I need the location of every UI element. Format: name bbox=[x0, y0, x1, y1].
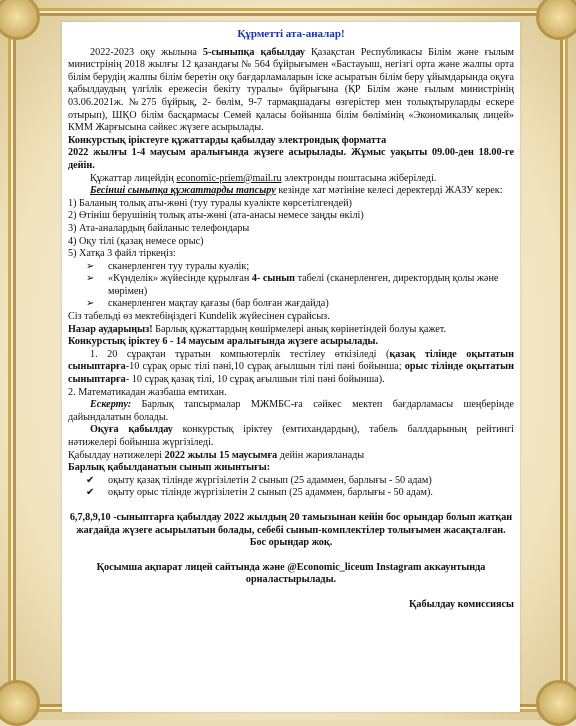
intro-text-rest: Қазақстан Республикасы Білім және ғылым министрінің 2018 жылғы 12 қазандағы № 564 бұйрығымен «Бастауыш, негізгі орта және жалпы орта білім берудің жалпы білім беретін оқу бағдарламаларын іске асыратын білім беру ұйымдарында оқуға қабылдаудың үлгілік ережесін бекіту туралы» бұйрығына (ҚР Білім және ғылым министрінің 03.06.2021ж. №275 бұйрық, 2- бөлім, 9-7 тармақшадағы өзгерістер мен толықтыруларды ескере отырып), ШҚО білім басқармасы Семей қаласы бойынша білім бөлімінің «Экономикалық лицей» КММ Жарғысына сәйкес жүзеге асырылады. bbox=[68, 46, 514, 134]
signature: Қабылдау комиссиясы bbox=[409, 598, 514, 610]
frame-corner-ornament bbox=[536, 0, 576, 40]
frame-corner-ornament bbox=[0, 680, 40, 726]
list-item: 3) Ата-аналардың байланыс телефондары bbox=[68, 222, 250, 234]
extra-info: Қосымша ақпарат лицей сайтында және @Economic_liceum Instagram аккаунтында орналастырылады. bbox=[96, 561, 486, 586]
document-page bbox=[62, 22, 520, 712]
admission-text: конкурстық іріктеу (емтихандардың), табель баллдарының рейтингі нәтижелері бойынша жүргізіледі. bbox=[68, 424, 514, 448]
email-line-text: Құжаттар лицейдің bbox=[90, 172, 177, 184]
test-info bbox=[68, 349, 514, 387]
list-item: 5) Хатқа 3 файл тіркеңіз: bbox=[68, 248, 176, 260]
attention-text: Барлық құжаттардың көшірмелері анық көрінетіндей болуы қажет. bbox=[152, 323, 447, 335]
fifth-grade-text: кезінде хат мәтініне келесі деректерді ЖАЗУ керек: bbox=[275, 185, 503, 197]
checkmark-bullet-icon: ✔ bbox=[86, 474, 95, 486]
class-text: оқыту қазақ тілінде жүргізілетін 2 сынып (25 адаммен, барлығы - 50 адам) bbox=[108, 474, 432, 486]
attachment-item bbox=[68, 261, 514, 274]
attachment-text: сканерленген туу туралы куәлік; bbox=[108, 260, 250, 272]
arrow-bullet-icon: ➢ bbox=[86, 273, 95, 285]
contest-dates: Конкурстық іріктеу 6 - 14 маусым аралығында жүзеге асырылады. bbox=[68, 336, 379, 348]
test-info-text-2: -10 сұрақ орыс тілі пәні,10 сұрақ ағылшын тілі пәні бойынша; bbox=[125, 361, 405, 373]
email-line bbox=[68, 173, 514, 186]
document-content bbox=[68, 26, 514, 612]
note-text: Барлық тапсырмалар МЖМБС-ға сәйкес мектеп бағдарламасы шеңберінде дайындалатын болады. bbox=[68, 399, 514, 423]
test-info-text: 1. 20 сұрақтан тұратын компьютерлік тестілеу өткізіледі ( bbox=[90, 348, 390, 360]
fifth-grade-paragraph bbox=[68, 185, 514, 198]
frame-corner-ornament bbox=[536, 680, 576, 726]
admission-label: Оқуға қабылдау bbox=[90, 424, 173, 436]
contest-doc-line2: 2022 жылғы 1-4 маусым аралығында жүзеге асырылады. Жұмыс уақыты 09.00-ден 18.00-ге дейін. bbox=[68, 147, 514, 171]
list-item: 4) Оқу тілі (қазақ немесе орыс) bbox=[68, 235, 204, 247]
attachment-item bbox=[68, 273, 514, 298]
math-exam: 2. Математикадан жазбаша емтихан. bbox=[68, 386, 227, 398]
attachments-list bbox=[68, 261, 514, 311]
list-item: 2) Өтініш берушінің толық аты-жөні (ата-анасы немесе заңды өкілі) bbox=[68, 210, 364, 222]
note-label: Ескерту: bbox=[90, 399, 132, 411]
test-info-text-3: - 10 сұрақ қазақ тілі, 10 сұрақ ағылшын тілі пәні бойынша). bbox=[125, 374, 385, 386]
checkmark-bullet-icon: ✔ bbox=[86, 487, 95, 499]
admission-paragraph bbox=[68, 424, 514, 449]
fifth-grade-heading: Бесінші сыныпқа құжаттарды тапсыру bbox=[90, 185, 276, 197]
class-item bbox=[68, 487, 514, 500]
results-date: 2022 жылы 15 маусымға bbox=[164, 449, 278, 461]
arrow-bullet-icon: ➢ bbox=[86, 260, 95, 272]
attention-label: Назар аударыңыз! bbox=[68, 323, 153, 335]
results-line bbox=[68, 450, 514, 463]
greeting-title: Құрметті ата-аналар! bbox=[237, 28, 345, 40]
attention-line bbox=[68, 324, 514, 337]
numbered-list bbox=[68, 198, 514, 261]
intro-paragraph bbox=[68, 47, 514, 135]
attachment-text: сканерленген мақтау қағазы (бар болған жағдайда) bbox=[108, 298, 329, 310]
kundelik-note: Сіз табельді өз мектебіңіздегі Kundelik жүйесінен сұрайсыз. bbox=[68, 311, 330, 323]
test-info-russian: орыс тілінде оқытатын сыныптарға bbox=[68, 361, 514, 386]
list-item: 1) Баланың толық аты-жөні (туу туралы куәлікте көрсетілгендей) bbox=[68, 197, 352, 209]
results-text: Қабылдау нәтижелері bbox=[68, 449, 165, 461]
attachment-emphasis: 4- сынып bbox=[251, 273, 296, 285]
vacancy-notice: 6,7,8,9,10 -сыныптарға қабылдау 2022 жылдың 20 тамызынан кейін бос орындар болып жатқан жағдайда жүзеге асырылатын болады, себебі сынып-комплектілер толығымен жасақталған. Бос орындар жоқ. bbox=[69, 511, 513, 549]
note-paragraph bbox=[68, 399, 514, 424]
attachment-text-rest: табелі (сканерленген, директордың қолы және мөрімен) bbox=[108, 273, 499, 297]
frame-corner-ornament bbox=[0, 0, 40, 40]
results-text-rest: дейін жарияланады bbox=[277, 449, 365, 461]
attachment-item bbox=[68, 298, 514, 311]
arrow-bullet-icon: ➢ bbox=[86, 298, 95, 310]
email-line-rest: электронды поштасына жіберіледі. bbox=[281, 172, 437, 184]
test-info-kazakh: қазақ тілінде оқытатын сыныптарға bbox=[68, 348, 514, 373]
attachment-text: «Күнделік» жүйесінде құрылған bbox=[108, 273, 252, 285]
email-link[interactable]: economic-priem@mail.ru bbox=[176, 172, 282, 184]
contest-doc-line1: Конкурстық іріктеуге құжаттарды қабылдау электрондық форматта bbox=[68, 134, 387, 146]
intro-emphasis: 5-сыныпқа қабылдау bbox=[202, 46, 306, 58]
class-item bbox=[68, 475, 514, 488]
class-text: оқыту орыс тілінде жүргізілетін 2 сынып (25 адаммен, барлығы - 50 адам). bbox=[108, 487, 433, 499]
classes-list bbox=[68, 475, 514, 500]
intro-text: 2022-2023 оқу жылына bbox=[90, 46, 203, 58]
total-heading: Барлық қабылданатын сынып жиынтығы: bbox=[68, 462, 271, 474]
